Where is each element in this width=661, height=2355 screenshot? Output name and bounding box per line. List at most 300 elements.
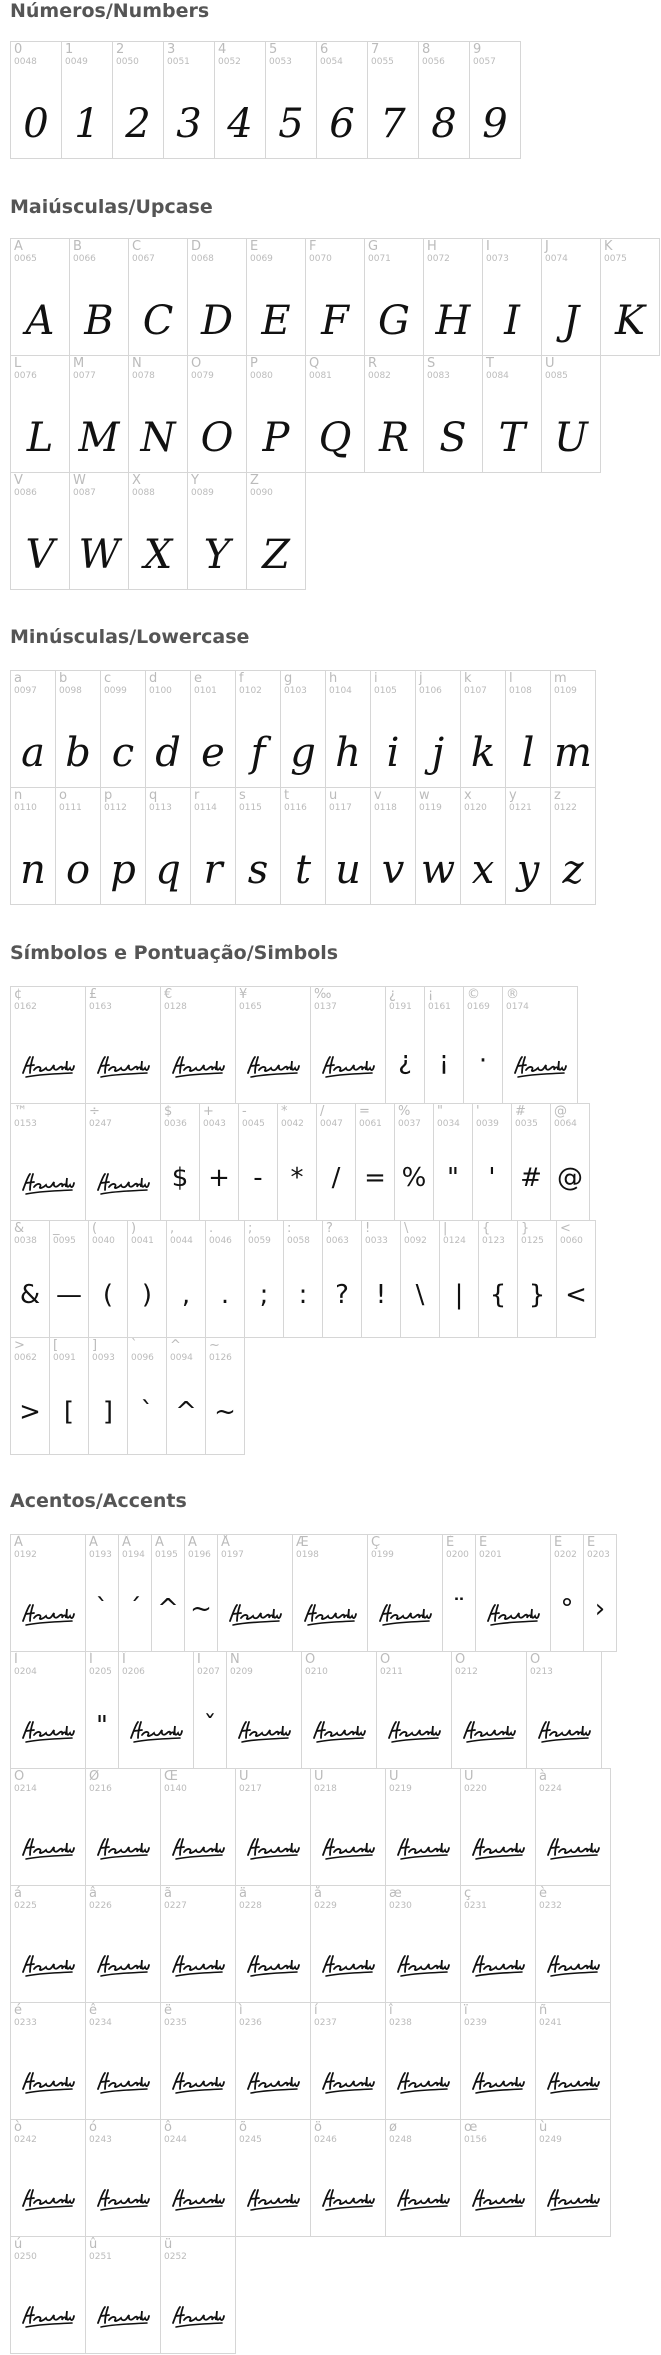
glyph-cell xyxy=(88,1220,128,1338)
character-label: î xyxy=(389,2003,393,2018)
heavenly-sample-logo xyxy=(461,1718,517,1744)
character-label: = xyxy=(359,1104,370,1119)
character-code: 0099 xyxy=(104,686,127,696)
glyph-cell xyxy=(145,787,191,905)
heavenly-sample-logo xyxy=(320,2069,376,2095)
character-code: 0128 xyxy=(164,1002,187,1012)
character-code: 0234 xyxy=(89,2018,112,2028)
character-label: n xyxy=(14,788,23,803)
character-code: 0080 xyxy=(250,371,273,381)
character-code: 0048 xyxy=(14,57,37,67)
character-code: 0084 xyxy=(486,371,509,381)
glyph-sample: 5 xyxy=(278,101,304,147)
character-code: 0140 xyxy=(164,1784,187,1794)
character-code: 0108 xyxy=(509,686,532,696)
heavenly-sample-logo xyxy=(320,2186,376,2212)
character-label: Ì xyxy=(14,1652,18,1667)
heavenly-sample-logo xyxy=(95,1053,151,1079)
heavenly-sample-logo xyxy=(245,2186,301,2212)
character-label: J xyxy=(545,239,549,254)
character-label: : xyxy=(287,1221,292,1236)
character-label: 4 xyxy=(218,42,227,57)
heavenly-sample-logo xyxy=(95,2303,151,2329)
character-label: ¡ xyxy=(428,987,434,1002)
glyph-cell xyxy=(583,1534,617,1652)
glyph-cell xyxy=(301,1651,377,1769)
character-label: X xyxy=(132,473,141,488)
character-label: Œ xyxy=(164,1769,178,1784)
glyph-cell xyxy=(69,472,129,590)
glyph-cell xyxy=(127,1220,167,1338)
glyph-cell xyxy=(460,1768,536,1886)
glyph-sample: [ xyxy=(63,1397,75,1427)
heavenly-sample-logo xyxy=(236,1718,292,1744)
heavenly-sample-logo xyxy=(320,1053,376,1079)
glyph-cell xyxy=(400,1220,440,1338)
glyph-cell xyxy=(100,787,146,905)
character-label: . xyxy=(209,1221,214,1236)
character-label: ö xyxy=(314,2120,322,2135)
glyph-sample: / xyxy=(331,1163,341,1193)
glyph-sample: 9 xyxy=(482,101,508,147)
character-label: ‰ xyxy=(314,987,332,1002)
glyph-cell xyxy=(10,1768,86,1886)
glyph-cell xyxy=(235,986,311,1104)
glyph-cell xyxy=(283,1220,323,1338)
character-code: 0224 xyxy=(539,1784,562,1794)
glyph-sample: Z xyxy=(262,532,290,578)
character-code: 0200 xyxy=(446,1550,469,1560)
glyph-cell xyxy=(10,1337,50,1455)
character-label: / xyxy=(320,1104,325,1119)
glyph-cell xyxy=(160,986,236,1104)
glyph-cell xyxy=(535,2119,611,2237)
glyph-sample: 7 xyxy=(380,101,406,147)
glyph-sample: N xyxy=(140,415,176,461)
glyph-sample: l xyxy=(521,730,535,776)
glyph-cell xyxy=(310,2119,386,2237)
character-label: A xyxy=(14,239,23,254)
heavenly-sample-logo xyxy=(470,2186,526,2212)
heavenly-sample-logo xyxy=(170,1053,226,1079)
glyph-cell xyxy=(361,1220,401,1338)
character-label: Ö xyxy=(14,1769,25,1784)
glyph-cell xyxy=(85,1885,161,2003)
glyph-cell xyxy=(100,670,146,788)
character-label: € xyxy=(164,987,173,1002)
glyph-sample: $ xyxy=(171,1163,189,1193)
character-code: 0201 xyxy=(479,1550,502,1560)
glyph-cell xyxy=(10,1885,86,2003)
character-code: 0220 xyxy=(464,1784,487,1794)
character-label: æ xyxy=(389,1886,402,1901)
glyph-cell xyxy=(160,1768,236,1886)
character-label: ù xyxy=(539,2120,548,2135)
character-label: ' xyxy=(476,1104,480,1119)
character-label: E xyxy=(250,239,259,254)
heavenly-sample-logo xyxy=(512,1053,568,1079)
glyph-cell xyxy=(88,1337,128,1455)
glyph-sample: f xyxy=(250,730,266,776)
character-code: 0112 xyxy=(104,803,127,813)
heavenly-sample-logo xyxy=(170,2186,226,2212)
glyph-cell xyxy=(460,2119,536,2237)
character-label: ñ xyxy=(539,2003,548,2018)
glyph-cell xyxy=(325,787,371,905)
character-label: h xyxy=(329,671,338,686)
glyph-sample: 1 xyxy=(74,101,100,147)
glyph-sample: ~ xyxy=(214,1397,236,1427)
character-code: 0070 xyxy=(309,254,332,264)
heavenly-sample-logo xyxy=(470,1835,526,1861)
character-label: \ xyxy=(404,1221,409,1236)
glyph-cell xyxy=(364,238,424,356)
character-label: _ xyxy=(53,1221,60,1236)
glyph-cell xyxy=(376,1651,452,1769)
glyph-cell xyxy=(10,41,62,159)
heavenly-sample-logo xyxy=(20,2069,76,2095)
character-code: 0232 xyxy=(539,1901,562,1911)
glyph-sample: ¿ xyxy=(398,1046,412,1076)
character-label: W xyxy=(73,473,86,488)
glyph-sample: 3 xyxy=(176,101,202,147)
glyph-sample: \ xyxy=(415,1280,425,1310)
glyph-cell xyxy=(235,670,281,788)
character-code: 0089 xyxy=(191,488,214,498)
glyph-cell xyxy=(505,787,551,905)
character-label: [ xyxy=(53,1338,59,1353)
glyph-cell xyxy=(482,238,542,356)
glyph-cell xyxy=(517,1220,557,1338)
character-label: ? xyxy=(326,1221,333,1236)
glyph-cell xyxy=(451,1651,527,1769)
character-label: a xyxy=(14,671,22,686)
character-label: 8 xyxy=(422,42,431,57)
glyph-cell xyxy=(55,787,101,905)
heavenly-sample-logo xyxy=(95,1170,151,1196)
glyph-cell xyxy=(190,787,236,905)
glyph-sample: { xyxy=(489,1280,507,1310)
glyph-cell xyxy=(85,1103,161,1221)
character-code: 0042 xyxy=(281,1119,304,1129)
heavenly-sample-logo xyxy=(20,2303,76,2329)
heavenly-sample-logo xyxy=(485,1601,541,1627)
character-code: 0219 xyxy=(389,1784,412,1794)
character-code: 0072 xyxy=(427,254,450,264)
character-label: å xyxy=(314,1886,322,1901)
glyph-sample: b xyxy=(65,730,91,776)
character-code: 0118 xyxy=(374,803,397,813)
glyph-cell xyxy=(550,1103,590,1221)
character-code: 0205 xyxy=(89,1667,112,1677)
glyph-cell xyxy=(550,670,596,788)
glyph-cell xyxy=(424,986,464,1104)
character-label: v xyxy=(374,788,382,803)
glyph-sample: ! xyxy=(375,1280,387,1310)
heavenly-sample-logo xyxy=(545,1952,601,1978)
character-code: 0202 xyxy=(554,1550,577,1560)
character-label: ¿ xyxy=(389,987,396,1002)
character-label: | xyxy=(443,1221,448,1236)
heavenly-sample-logo xyxy=(245,1952,301,1978)
character-code: 0192 xyxy=(14,1550,37,1560)
glyph-cell xyxy=(325,670,371,788)
glyph-cell xyxy=(277,1103,317,1221)
character-label: z xyxy=(554,788,561,803)
character-code: 0248 xyxy=(389,2135,412,2145)
glyph-cell xyxy=(433,1103,473,1221)
glyph-sample: Q xyxy=(318,415,352,461)
character-code: 0113 xyxy=(149,803,172,813)
character-code: 0071 xyxy=(368,254,391,264)
glyph-sample: | xyxy=(454,1280,464,1310)
glyph-sample: k xyxy=(470,730,496,776)
glyph-cell xyxy=(85,1768,161,1886)
character-code: 0079 xyxy=(191,371,214,381)
glyph-sample: E xyxy=(261,298,291,344)
character-label: Î xyxy=(122,1652,126,1667)
character-code: 0197 xyxy=(221,1550,244,1560)
character-label: ® xyxy=(506,987,519,1002)
glyph-sample: H xyxy=(435,298,471,344)
glyph-cell xyxy=(535,1885,611,2003)
glyph-cell xyxy=(145,670,191,788)
character-code: 0068 xyxy=(191,254,214,264)
glyph-cell xyxy=(160,1103,200,1221)
glyph-sample: 8 xyxy=(431,101,457,147)
glyph-cell xyxy=(415,670,461,788)
character-code: 0209 xyxy=(230,1667,253,1677)
character-code: 0052 xyxy=(218,57,241,67)
character-label: ç xyxy=(464,1886,472,1901)
glyph-sample: I xyxy=(504,298,520,344)
heavenly-sample-logo xyxy=(20,1053,76,1079)
glyph-cell xyxy=(460,1885,536,2003)
character-code: 0231 xyxy=(464,1901,487,1911)
glyph-cell xyxy=(238,1103,278,1221)
glyph-sample: i xyxy=(386,730,400,776)
glyph-cell xyxy=(55,670,101,788)
glyph-sample: T xyxy=(498,415,526,461)
character-label: - xyxy=(242,1104,247,1119)
character-code: 0212 xyxy=(455,1667,478,1677)
character-label: B xyxy=(73,239,82,254)
character-code: 0120 xyxy=(464,803,487,813)
heavenly-sample-logo xyxy=(395,2069,451,2095)
character-label: Ù xyxy=(239,1769,249,1784)
character-label: ü xyxy=(164,2237,173,2252)
heavenly-sample-logo xyxy=(170,2069,226,2095)
glyph-sample: c xyxy=(111,730,135,776)
heavenly-sample-logo xyxy=(227,1601,283,1627)
character-label: } xyxy=(521,1221,530,1236)
glyph-cell xyxy=(160,2002,236,2120)
character-code: 0088 xyxy=(132,488,155,498)
character-code: 0036 xyxy=(164,1119,187,1129)
glyph-sample: 2 xyxy=(125,101,151,147)
character-code: 0198 xyxy=(296,1550,319,1560)
character-label: À xyxy=(14,1535,23,1550)
character-code: 0041 xyxy=(131,1236,154,1246)
glyph-cell xyxy=(160,2236,236,2354)
character-code: 0193 xyxy=(89,1550,112,1560)
glyph-cell xyxy=(166,1220,206,1338)
glyph-cell xyxy=(85,2119,161,2237)
glyph-sample: n xyxy=(20,847,46,893)
glyph-sample: C xyxy=(142,298,174,344)
glyph-sample: W xyxy=(78,532,120,578)
glyph-sample: ¡ xyxy=(438,1046,450,1076)
character-label: S xyxy=(427,356,436,371)
glyph-cell xyxy=(265,41,317,159)
character-code: 0083 xyxy=(427,371,450,381)
glyph-sample: X xyxy=(143,532,173,578)
character-label: & xyxy=(14,1221,25,1236)
character-code: 0054 xyxy=(320,57,343,67)
character-label: Y xyxy=(191,473,199,488)
character-label: H xyxy=(427,239,437,254)
glyph-cell xyxy=(10,1651,86,1769)
character-label: ì xyxy=(239,2003,243,2018)
section-title: Maiúsculas/Upcase xyxy=(10,196,213,218)
heavenly-sample-logo xyxy=(128,1718,184,1744)
glyph-sample: · xyxy=(478,1046,488,1076)
character-label: Ä xyxy=(188,1535,197,1550)
glyph-sample: U xyxy=(554,415,588,461)
character-label: ) xyxy=(131,1221,137,1236)
character-code: 0037 xyxy=(398,1119,421,1129)
character-code: 0096 xyxy=(131,1353,154,1363)
character-label: Ò xyxy=(305,1652,316,1667)
character-label: O xyxy=(191,356,202,371)
glyph-sample: = xyxy=(364,1163,386,1193)
glyph-sample: ( xyxy=(102,1280,114,1310)
character-code: 0153 xyxy=(14,1119,37,1129)
glyph-cell xyxy=(61,41,113,159)
heavenly-sample-logo xyxy=(95,1952,151,1978)
character-code: 0069 xyxy=(250,254,273,264)
character-code: 0195 xyxy=(155,1550,178,1560)
glyph-cell xyxy=(535,1768,611,1886)
character-code: 0243 xyxy=(89,2135,112,2145)
character-code: 0045 xyxy=(242,1119,265,1129)
character-label: c xyxy=(104,671,112,686)
glyph-sample: ^ xyxy=(157,1594,179,1624)
character-code: 0049 xyxy=(65,57,88,67)
glyph-cell xyxy=(280,787,326,905)
character-code: 0075 xyxy=(604,254,627,264)
glyph-cell xyxy=(475,1534,551,1652)
character-code: 0228 xyxy=(239,1901,262,1911)
character-label: N xyxy=(132,356,142,371)
character-label: ( xyxy=(92,1221,98,1236)
character-label: œ xyxy=(464,2120,478,2135)
character-label: o xyxy=(59,788,67,803)
character-label: â xyxy=(89,1886,97,1901)
glyph-cell xyxy=(205,1220,245,1338)
character-code: 0137 xyxy=(314,1002,337,1012)
character-code: 0238 xyxy=(389,2018,412,2028)
character-code: 0119 xyxy=(419,803,442,813)
character-code: 0227 xyxy=(164,1901,187,1911)
character-label: ] xyxy=(92,1338,98,1353)
character-code: 0105 xyxy=(374,686,397,696)
character-label: 1 xyxy=(65,42,74,57)
character-label: b xyxy=(59,671,68,686)
heavenly-sample-logo xyxy=(95,1835,151,1861)
glyph-sample: K xyxy=(615,298,645,344)
glyph-sample: w xyxy=(420,847,456,893)
character-label: { xyxy=(482,1221,491,1236)
glyph-cell xyxy=(423,355,483,473)
glyph-cell xyxy=(49,1220,89,1338)
character-label: 5 xyxy=(269,42,278,57)
character-code: 0063 xyxy=(326,1236,349,1246)
character-code: 0047 xyxy=(320,1119,343,1129)
heavenly-sample-logo xyxy=(170,2303,226,2329)
character-label: e xyxy=(194,671,202,686)
character-label: g xyxy=(284,671,293,686)
character-label: w xyxy=(419,788,430,803)
heavenly-sample-logo xyxy=(395,1952,451,1978)
glyph-cell xyxy=(187,472,247,590)
glyph-sample: q xyxy=(155,847,181,893)
character-code: 0102 xyxy=(239,686,262,696)
character-code: 0216 xyxy=(89,1784,112,1794)
character-code: 0213 xyxy=(530,1667,553,1677)
glyph-cell xyxy=(556,1220,596,1338)
character-label: G xyxy=(368,239,379,254)
glyph-cell xyxy=(385,2119,461,2237)
glyph-sample: u xyxy=(335,847,361,893)
character-code: 0074 xyxy=(545,254,568,264)
glyph-cell xyxy=(460,787,506,905)
character-code: 0058 xyxy=(287,1236,310,1246)
character-label: % xyxy=(398,1104,411,1119)
character-code: 0103 xyxy=(284,686,307,696)
character-code: 0038 xyxy=(14,1236,37,1246)
character-code: 0051 xyxy=(167,57,190,67)
character-label: Æ xyxy=(296,1535,309,1550)
glyph-sample: p xyxy=(110,847,136,893)
glyph-cell xyxy=(310,2002,386,2120)
character-code: 0046 xyxy=(209,1236,232,1246)
character-label: ô xyxy=(164,2120,172,2135)
character-code: 0230 xyxy=(389,1901,412,1911)
character-code: 0104 xyxy=(329,686,352,696)
character-code: 0076 xyxy=(14,371,37,381)
character-code: 0191 xyxy=(389,1002,412,1012)
character-label: u xyxy=(329,788,338,803)
character-label: y xyxy=(509,788,517,803)
glyph-sample: ? xyxy=(335,1280,349,1310)
character-code: 0060 xyxy=(560,1236,583,1246)
glyph-sample: F xyxy=(321,298,349,344)
heavenly-sample-logo xyxy=(311,1718,367,1744)
character-label: 6 xyxy=(320,42,329,57)
character-code: 0241 xyxy=(539,2018,562,2028)
glyph-cell xyxy=(370,787,416,905)
glyph-cell xyxy=(550,1534,584,1652)
glyph-sample: ^ xyxy=(175,1397,197,1427)
character-code: 0059 xyxy=(248,1236,271,1246)
character-code: 0043 xyxy=(203,1119,226,1129)
character-code: 0246 xyxy=(314,2135,337,2145)
character-label: d xyxy=(149,671,158,686)
glyph-sample: < xyxy=(565,1280,587,1310)
glyph-cell xyxy=(128,355,188,473)
glyph-cell xyxy=(316,41,368,159)
